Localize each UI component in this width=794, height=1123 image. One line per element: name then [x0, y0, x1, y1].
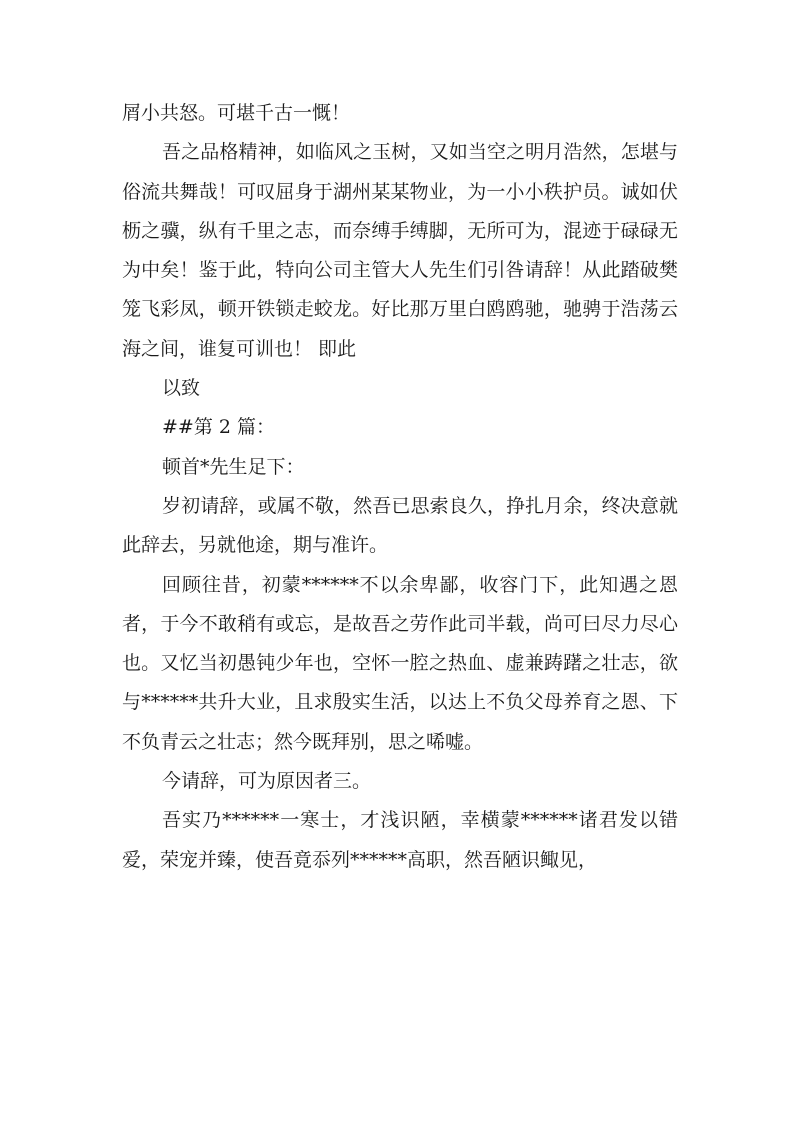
salutation: 顿首*先生足下： [162, 455, 305, 478]
section-heading: ##第 2 篇： [162, 416, 276, 439]
paragraph-closing: 以致 [162, 377, 201, 400]
paragraph-self-description: 吾之品格精神，如临风之玉树，又如当空之明月浩然，怎堪与俗流共舞哉！可叹屈身于湖州某某物业，为一小小秩护员。诚如伏枥之骥，纵有千里之志，而奈缚手缚脚，无所可为，混迹于碌碌无为中矣！鉴于此，特向公司主管大人先生们引咎请辞！从此踏破樊笼飞彩凤，顿开铁锁走蛟龙。好比那万里白鸥鸥驰，驰骋于浩荡云海之间，谁复可训也！ 即此 [122, 141, 678, 360]
document-page [122, 94, 678, 880]
paragraph-reasons-intro: 今请辞，可为原因者三。 [162, 770, 372, 793]
paragraph-looking-back: 回顾往昔，初蒙******不以余卑鄙，收容门下，此知遇之恩者，于今不敢稍有或忘，是故吾之劳作此司半载，尚可曰尽力尽心也。又忆当初愚钝少年也，空怀一腔之热血、虚兼踌躇之壮志，欲与******共升大业，且求殷实生活，以达上不负父母养育之恩、下不负青云之壮志；然今既拜别，思之唏嘘。 [122, 573, 678, 753]
paragraph-continuation: 屑小共怒。可堪千古一慨！ [122, 102, 351, 124]
paragraph-first-reason: 吾实乃******一寒士，才浅识陋，幸横蒙******诸君发以错爱，荣宠并臻，使吾竟忝列******高职，然吾陋识鲰见， [122, 809, 678, 871]
paragraph-resignation-intent: 岁初请辞，或属不敬，然吾已思索良久，挣扎月余，终决意就此辞去，另就他途，期与准许。 [122, 494, 678, 557]
